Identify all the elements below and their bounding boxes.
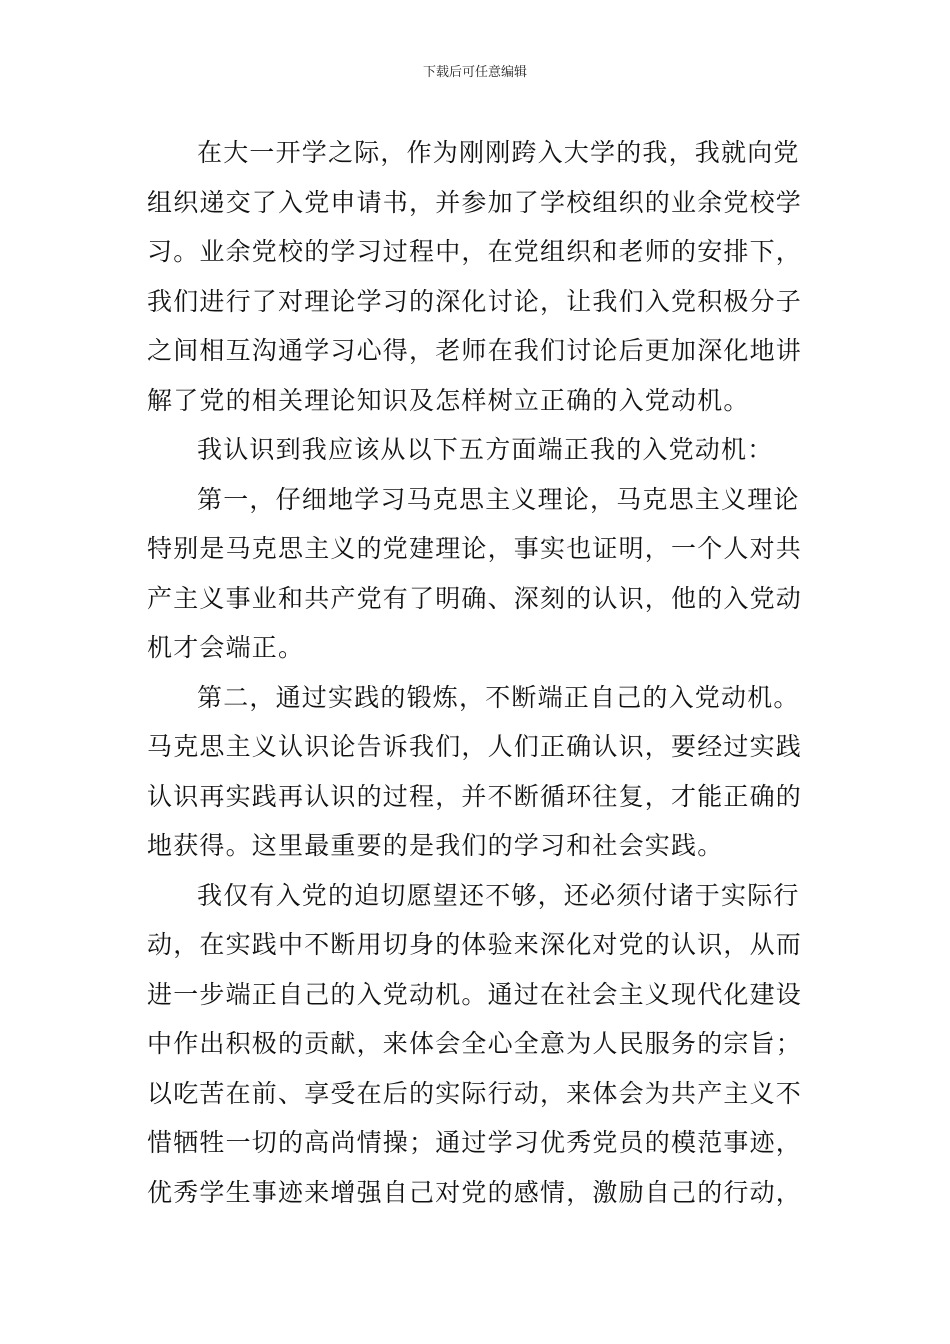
paragraph-2-line-1: 我认识到我应该从以下五方面端正我的入党动机： [197, 435, 774, 464]
paragraph-4-line-4: 地获得。这里最重要的是我们的学习和社会实践。 [147, 831, 724, 860]
paragraph-5-line-2: 动，在实践中不断用切身的体验来深化对党的认识，从而 [147, 930, 803, 959]
paragraph-5-line-4: 中作出积极的贡献，来体会全心全意为人民服务的宗旨； [147, 1029, 803, 1058]
paragraph-3-line-1: 第一，仔细地学习马克思主义理论，马克思主义理论 [197, 484, 800, 514]
paragraph-3-line-4: 机才会端正。 [147, 633, 305, 662]
paragraph-3-line-3: 产主义事业和共产党有了明确、深刻的认识，他的入党动 [147, 583, 803, 613]
paragraph-5-line-7: 优秀学生事迹来增强自己对党的感情，激励自己的行动， [147, 1177, 803, 1207]
paragraph-1-line-4: 我们进行了对理论学习的深化讨论，让我们入党积极分子 [147, 286, 803, 316]
header-note: 下载后可任意编辑 [422, 65, 527, 80]
paragraph-1-line-1: 在大一开学之际，作为刚刚跨入大学的我，我就向党 [197, 138, 800, 167]
paragraph-1-line-5: 之间相互沟通学习心得，老师在我们讨论后更加深化地讲 [147, 336, 803, 365]
paragraph-4-line-3: 认识再实践再认识的过程，并不断循环往复，才能正确的 [147, 781, 803, 811]
paragraph-1-line-2: 组织递交了入党申请书，并参加了学校组织的业余党校学 [147, 187, 803, 217]
document-body [147, 128, 809, 1217]
paragraph-1-line-3: 习。业余党校的学习过程中，在党组织和老师的安排下， [147, 237, 803, 266]
paragraph-1-line-6: 解了党的相关理论知识及怎样树立正确的入党动机。 [147, 385, 750, 415]
paragraph-4-line-1: 第二，通过实践的锻炼，不断端正自己的入党动机。 [197, 682, 800, 712]
paragraph-5-line-1: 我仅有入党的迫切愿望还不够，还必须付诸于实际行 [197, 880, 800, 910]
paragraph-5-line-3: 进一步端正自己的入党动机。通过在社会主义现代化建设 [147, 979, 803, 1009]
paragraph-4-line-2: 马克思主义认识论告诉我们，人们正确认识，要经过实践 [147, 732, 803, 761]
paragraph-5-line-6: 惜牺牲一切的高尚情操；通过学习优秀党员的模范事迹， [147, 1128, 803, 1157]
paragraph-5-line-5: 以吃苦在前、享受在后的实际行动，来体会为共产主义不 [147, 1078, 803, 1108]
paragraph-3-line-2: 特别是马克思主义的党建理论，事实也证明，一个人对共 [147, 534, 803, 563]
